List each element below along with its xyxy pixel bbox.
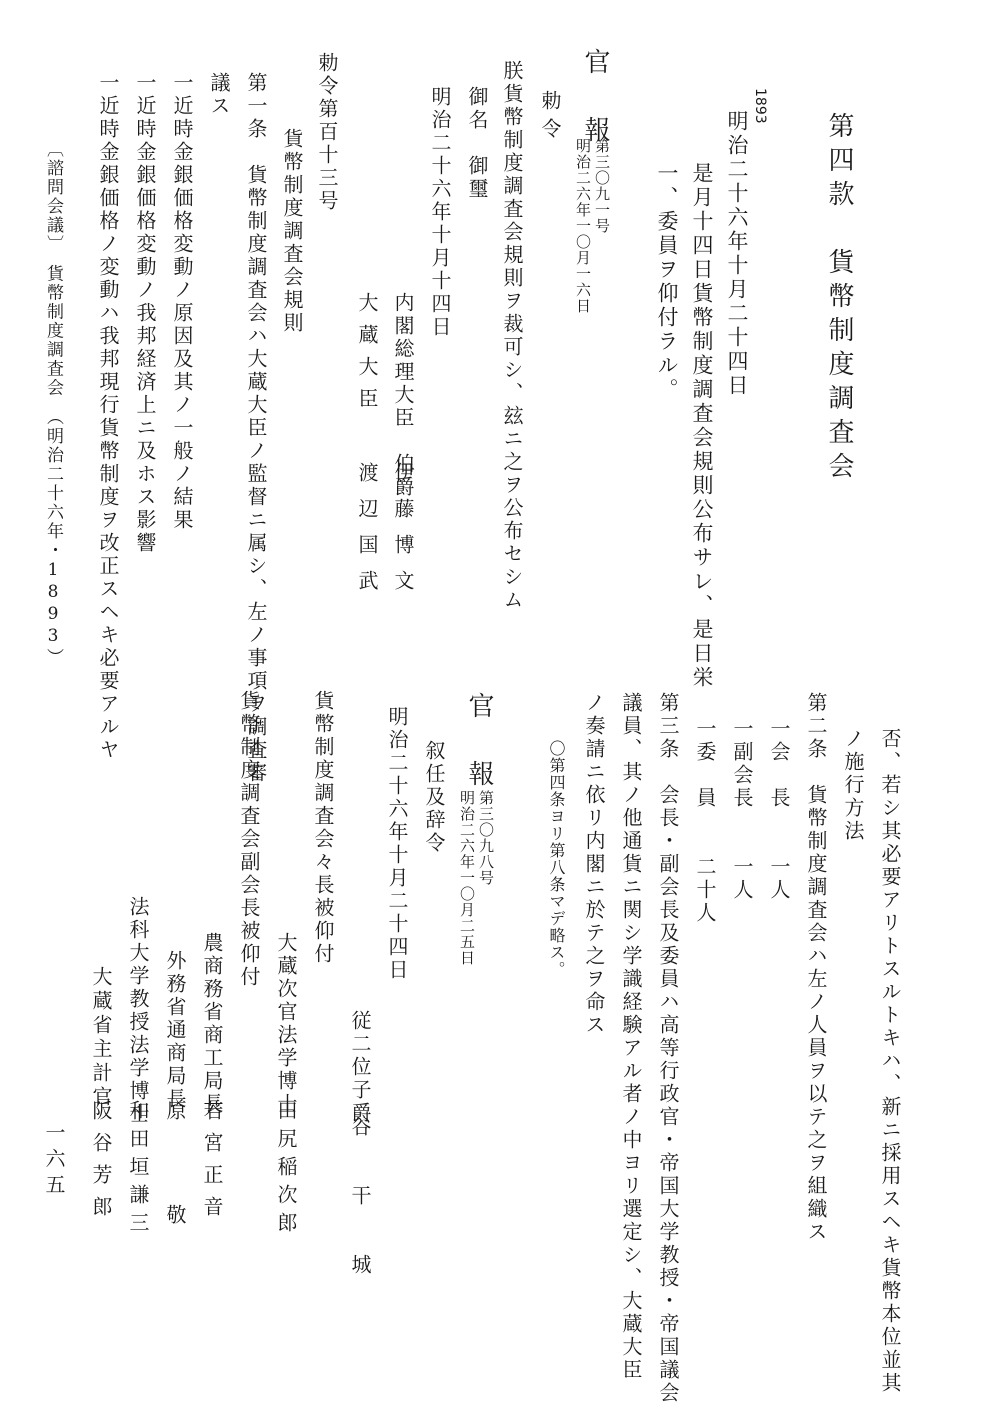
member-1-name: 若宮正音 — [200, 1100, 224, 1228]
minister2-title: 大蔵大臣 — [355, 292, 379, 420]
minister1-name: 伊藤博文 — [391, 462, 415, 606]
minister2-name: 渡辺国武 — [355, 462, 379, 606]
post-1: 貨幣制度調査会々長被仰付 — [311, 690, 335, 966]
cont-line1: 否、若シ其必要アリトスルトキハ、新ニ採用スヘキ貨幣本位並其 — [878, 728, 902, 1395]
article-3-cont2: ノ奏請ニ依リ内閣ニ於テ之ヲ命ス — [582, 692, 606, 1037]
member-4-title: 大蔵省主計官 — [89, 966, 113, 1110]
intro-line2: 一、委員ヲ仰付ラル。 — [655, 162, 679, 402]
page-number: 一六五 — [42, 1122, 66, 1200]
member-2-title: 外務省通商局長 — [163, 950, 187, 1111]
rules-title: 貨幣制度調査会規則 — [280, 128, 304, 335]
rank-name: 谷 干 城 — [348, 1116, 372, 1277]
rank: 従二位子爵 — [348, 1010, 372, 1125]
post-2: 貨幣制度調査会副会長被仰付 — [237, 690, 261, 989]
vice-title: 大蔵次官法学博士 — [274, 932, 298, 1116]
article-1: 第一条 貨幣制度調査会ハ大蔵大臣ノ監督ニ属シ、左ノ事項ヲ調査審 — [244, 72, 268, 785]
intro-date: 明治二十六年十月二十四日 — [725, 110, 749, 398]
member-3-name: 和田垣謙三 — [126, 1100, 150, 1240]
year-note: 1893 — [752, 88, 768, 124]
item-1: 一近時金銀価格変動ノ原因及其ノ一般ノ結果 — [170, 72, 194, 532]
item-2: 一近時金銀価格変動ノ我邦経済上ニ及ホス影響 — [133, 72, 157, 555]
minister1-title: 内閣総理大臣 伯爵 — [391, 292, 415, 499]
article-3-cont1: 議員、其ノ他通貨ニ関シ学識経験アル者ノ中ヨリ選定シ、大蔵大臣 — [619, 692, 643, 1382]
kanpo1-heading: 勅令 — [538, 90, 562, 146]
item-3: 一近時金銀価格ノ変動ハ我邦現行貨幣制度ヲ改正スヘキ必要アルヤ — [96, 72, 120, 762]
omitted-note: 〇第四条ヨリ第八条マデ略ス。 — [547, 740, 566, 978]
intro-line1: 是月十四日貨幣制度調査会規則公布サレ、是日栄 — [690, 162, 714, 690]
kanpo1-date: 明治二六年一〇月一六日 — [574, 138, 592, 314]
section-title: 第四款 貨幣制度調査会 — [824, 112, 854, 486]
kanpo2-issued: 明治二十六年十月二十四日 — [385, 706, 409, 982]
member-2-name: 原 敬 — [163, 1100, 187, 1230]
kanpo1-issued: 明治二十六年十月十四日 — [428, 86, 452, 339]
ordinance-number: 勅令第百十三号 — [315, 52, 339, 213]
article-2: 第二条 貨幣制度調査会ハ左ノ人員ヲ以テ之ヲ組織ス — [804, 692, 828, 1244]
member-4-name: 阪谷芳郎 — [89, 1100, 113, 1228]
cont-line2: ノ施行方法 — [841, 728, 865, 843]
member-3-title: 法科大学教授法学博士 — [126, 896, 150, 1126]
footer-running-head: 〔諮問会議〕 貨幣制度調査会 （明治二十六年・1893） — [43, 140, 63, 667]
article-1-cont: 議ス — [207, 72, 231, 118]
kanpo1-label: 官 報 — [580, 48, 610, 150]
member-1: 一会 長 一人 — [767, 718, 791, 902]
kanpo2-date: 明治二六年一〇月二五日 — [458, 790, 476, 966]
kanpo2-label: 官 報 — [464, 692, 494, 794]
member-1-title: 農商務省商工局長 — [200, 932, 224, 1116]
kanpo2-number: 第三〇九八号 — [477, 790, 495, 886]
kanpo2-heading: 叙任及辞令 — [422, 740, 446, 855]
member-3: 一委 員 二十人 — [693, 718, 717, 925]
article-3: 第三条 会長・副会長及委員ハ高等行政官・帝国大学教授・帝国議会 — [656, 692, 680, 1405]
vice-name: 田尻稲次郎 — [274, 1100, 298, 1240]
kanpo1-decree: 朕貨幣制度調査会規則ヲ裁可シ、玆ニ之ヲ公布セシム — [500, 60, 524, 612]
member-2: 一副会長 一人 — [730, 718, 754, 902]
kanpo1-sign: 御名 御璽 — [465, 86, 489, 201]
kanpo1-number: 第三〇九一号 — [593, 138, 611, 234]
